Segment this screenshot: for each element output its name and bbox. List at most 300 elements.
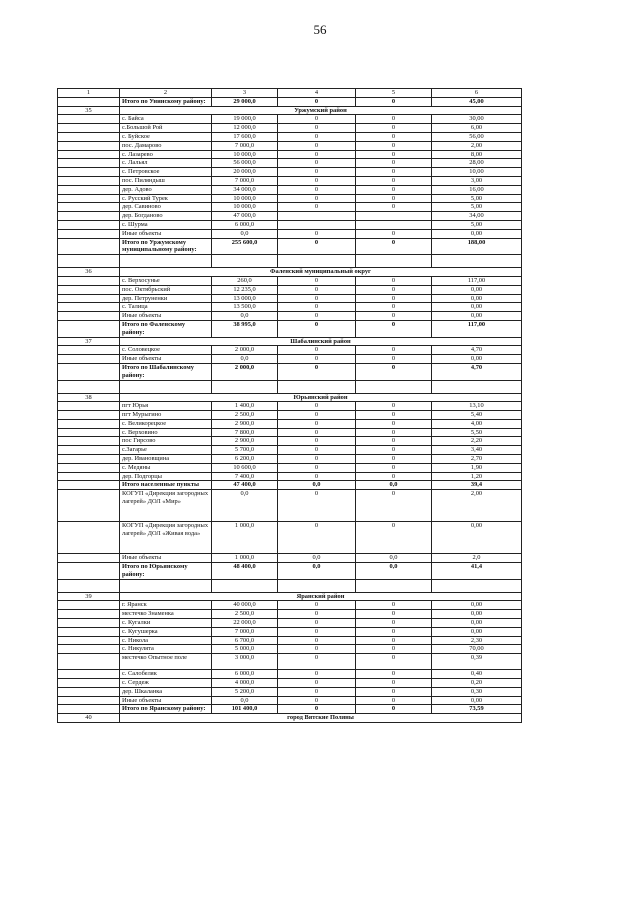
spacer-cell	[278, 255, 356, 268]
value-cell: 1 000,0	[212, 554, 278, 563]
spacer-cell	[120, 255, 212, 268]
row-number-cell	[58, 645, 120, 654]
value-cell: 7 000,0	[212, 627, 278, 636]
table-row	[58, 312, 522, 321]
value-cell: 0	[278, 627, 356, 636]
spacer-cell	[58, 380, 120, 393]
row-number-cell	[58, 472, 120, 481]
value-cell: 0	[278, 194, 356, 203]
value-cell: 13 000,0	[212, 294, 278, 303]
name-cell: г. Яранск	[120, 601, 212, 610]
value-cell: 0	[356, 168, 432, 177]
total-row	[58, 705, 522, 714]
row-number-cell	[58, 363, 120, 380]
value-cell: 0,0	[212, 355, 278, 364]
spacer-row	[58, 255, 522, 268]
value-cell: 0	[356, 619, 432, 628]
value-cell: 0	[356, 446, 432, 455]
name-cell: Итого по Унинскому району:	[120, 97, 212, 106]
name-cell: с. Лазарево	[120, 150, 212, 159]
row-number-cell	[58, 490, 120, 522]
row-number-cell	[58, 610, 120, 619]
value-cell: 5 000,0	[212, 645, 278, 654]
value-cell: 0,00	[432, 627, 522, 636]
spacer-cell	[58, 579, 120, 592]
value-cell: 0,40	[432, 670, 522, 679]
header-cell: 2	[120, 89, 212, 98]
value-cell: 0	[356, 276, 432, 285]
header-cell: 1	[58, 89, 120, 98]
value-cell: 0	[356, 185, 432, 194]
value-cell: 2 500,0	[212, 411, 278, 420]
row-number-cell: 38	[58, 393, 120, 402]
name-cell: Итого по Уржумскому муниципальному району:	[120, 238, 212, 255]
row-number-cell	[58, 446, 120, 455]
name-cell: дер. Петруненки	[120, 294, 212, 303]
value-cell: 0,0	[278, 481, 356, 490]
table-row	[58, 303, 522, 312]
table-row	[58, 654, 522, 670]
value-cell: 0	[356, 150, 432, 159]
total-row	[58, 97, 522, 106]
value-cell: 0	[278, 636, 356, 645]
name-cell: дер. Подгорцы	[120, 472, 212, 481]
section-header-row	[58, 393, 522, 402]
value-cell: 0	[278, 679, 356, 688]
header-cell: 6	[432, 89, 522, 98]
value-cell: 0	[356, 194, 432, 203]
value-cell: 0	[278, 645, 356, 654]
value-cell: 0	[356, 159, 432, 168]
value-cell: 0,30	[432, 687, 522, 696]
value-cell: 0,00	[432, 601, 522, 610]
value-cell: 0	[278, 141, 356, 150]
value-cell: 0	[356, 320, 432, 337]
table-row	[58, 645, 522, 654]
table-row	[58, 402, 522, 411]
row-number-cell	[58, 346, 120, 355]
table-row	[58, 132, 522, 141]
value-cell: 12 000,0	[212, 124, 278, 133]
row-number-cell	[58, 687, 120, 696]
section-header-row	[58, 268, 522, 277]
value-cell: 0	[356, 411, 432, 420]
row-number-cell	[58, 679, 120, 688]
spacer-cell	[212, 380, 278, 393]
value-cell: 0	[356, 141, 432, 150]
section-title-cell: Юрьянский район	[120, 393, 522, 402]
value-cell: 0,00	[432, 696, 522, 705]
value-cell: 0	[278, 670, 356, 679]
row-number-cell	[58, 312, 120, 321]
row-number-cell	[58, 97, 120, 106]
value-cell: 0,00	[432, 619, 522, 628]
row-number-cell	[58, 303, 120, 312]
spacer-row	[58, 380, 522, 393]
value-cell: 0	[278, 654, 356, 670]
table-row	[58, 446, 522, 455]
row-number-cell	[58, 159, 120, 168]
header-cell: 3	[212, 89, 278, 98]
value-cell: 0,0	[356, 554, 432, 563]
value-cell: 56,00	[432, 132, 522, 141]
value-cell: 117,00	[432, 320, 522, 337]
value-cell: 0	[356, 705, 432, 714]
value-cell: 10 000,0	[212, 194, 278, 203]
spacer-cell	[432, 255, 522, 268]
row-number-cell	[58, 481, 120, 490]
value-cell: 0	[278, 229, 356, 238]
name-cell: с. Салобеляк	[120, 670, 212, 679]
row-number-cell	[58, 654, 120, 670]
table-row	[58, 141, 522, 150]
table-row	[58, 168, 522, 177]
value-cell: 0	[356, 610, 432, 619]
name-cell: с. Шурма	[120, 220, 212, 229]
value-cell: 73,59	[432, 705, 522, 714]
value-cell: 0,0	[356, 563, 432, 580]
data-table	[57, 88, 522, 723]
row-number-cell	[58, 115, 120, 124]
value-cell: 0	[356, 601, 432, 610]
value-cell: 1 000,0	[212, 522, 278, 554]
value-cell: 0	[278, 363, 356, 380]
table-row	[58, 522, 522, 554]
value-cell: 0	[356, 124, 432, 133]
row-number-cell	[58, 411, 120, 420]
value-cell: 0,0	[212, 312, 278, 321]
table-row	[58, 355, 522, 364]
name-cell: с. Русский Турек	[120, 194, 212, 203]
value-cell: 5,50	[432, 428, 522, 437]
value-cell: 48 400,0	[212, 563, 278, 580]
value-cell: 0	[278, 446, 356, 455]
row-number-cell	[58, 402, 120, 411]
value-cell: 4,00	[432, 419, 522, 428]
name-cell: пос Гирсово	[120, 437, 212, 446]
value-cell: 10 600,0	[212, 463, 278, 472]
value-cell: 6 700,0	[212, 636, 278, 645]
value-cell: 0	[356, 363, 432, 380]
name-cell: с. Талица	[120, 303, 212, 312]
row-number-cell	[58, 554, 120, 563]
value-cell: 0	[278, 159, 356, 168]
value-cell: 0	[278, 294, 356, 303]
value-cell: 0	[356, 294, 432, 303]
value-cell: 0	[356, 428, 432, 437]
name-cell: Итого по Яранскому району:	[120, 705, 212, 714]
value-cell: 7 800,0	[212, 428, 278, 437]
value-cell: 0	[356, 679, 432, 688]
value-cell: 0	[356, 687, 432, 696]
value-cell	[356, 212, 432, 221]
row-number-cell	[58, 229, 120, 238]
value-cell: 41,4	[432, 563, 522, 580]
name-cell: КОГУП «Дирекция загородных лагерей» ДОЛ «Мир»	[120, 490, 212, 522]
row-number-cell	[58, 463, 120, 472]
value-cell: 30,00	[432, 115, 522, 124]
name-cell: Итого по Фаленскому району:	[120, 320, 212, 337]
value-cell: 0	[356, 132, 432, 141]
value-cell: 2 500,0	[212, 610, 278, 619]
value-cell: 0	[278, 437, 356, 446]
name-cell: Иные объекты	[120, 312, 212, 321]
row-number-cell	[58, 419, 120, 428]
value-cell: 0	[356, 402, 432, 411]
value-cell: 0	[278, 419, 356, 428]
value-cell: 17 600,0	[212, 132, 278, 141]
value-cell: 7 400,0	[212, 472, 278, 481]
value-cell: 5,40	[432, 411, 522, 420]
value-cell: 0	[356, 645, 432, 654]
value-cell: 0	[278, 619, 356, 628]
value-cell: 0	[278, 124, 356, 133]
spacer-cell	[212, 579, 278, 592]
value-cell: 6 000,0	[212, 220, 278, 229]
value-cell: 0	[356, 346, 432, 355]
row-number-cell	[58, 194, 120, 203]
name-cell: с. Никола	[120, 636, 212, 645]
value-cell: 0	[278, 115, 356, 124]
name-cell: Иные объекты	[120, 696, 212, 705]
value-cell: 4,70	[432, 363, 522, 380]
value-cell: 0	[278, 185, 356, 194]
table-row	[58, 203, 522, 212]
value-cell: 0	[278, 687, 356, 696]
value-cell: 8,00	[432, 150, 522, 159]
name-cell: пос. Октябрьский	[120, 285, 212, 294]
name-cell: с. Верховино	[120, 428, 212, 437]
value-cell: 0	[278, 601, 356, 610]
spacer-cell	[356, 380, 432, 393]
value-cell: 0	[356, 522, 432, 554]
value-cell: 34,00	[432, 212, 522, 221]
table-header-row	[58, 89, 522, 98]
table-row	[58, 696, 522, 705]
table-row	[58, 455, 522, 464]
value-cell: 2 900,0	[212, 419, 278, 428]
table-row	[58, 229, 522, 238]
table-row	[58, 124, 522, 133]
name-cell: с. Сердеж	[120, 679, 212, 688]
value-cell: 0	[278, 472, 356, 481]
spacer-cell	[356, 255, 432, 268]
name-cell: КОГУП «Дирекция загородных лагерей» ДОЛ «Живая вода»	[120, 522, 212, 554]
name-cell: с. Петровское	[120, 168, 212, 177]
value-cell: 0	[278, 455, 356, 464]
value-cell: 0	[356, 238, 432, 255]
value-cell: 0	[278, 176, 356, 185]
table-row	[58, 619, 522, 628]
value-cell: 0	[278, 320, 356, 337]
value-cell: 0,00	[432, 522, 522, 554]
table-row	[58, 463, 522, 472]
value-cell: 0,00	[432, 312, 522, 321]
table-row	[58, 601, 522, 610]
row-number-cell	[58, 285, 120, 294]
table-row	[58, 419, 522, 428]
value-cell: 13 500,0	[212, 303, 278, 312]
row-number-cell	[58, 132, 120, 141]
row-number-cell	[58, 212, 120, 221]
table-row	[58, 346, 522, 355]
value-cell: 2,30	[432, 636, 522, 645]
value-cell: 0	[356, 670, 432, 679]
value-cell: 0	[278, 238, 356, 255]
value-cell: 255 600,0	[212, 238, 278, 255]
value-cell: 0	[356, 355, 432, 364]
value-cell: 7 000,0	[212, 176, 278, 185]
table-row	[58, 220, 522, 229]
spacer-cell	[432, 380, 522, 393]
value-cell: 188,00	[432, 238, 522, 255]
table-row	[58, 294, 522, 303]
table-row	[58, 472, 522, 481]
value-cell: 13,10	[432, 402, 522, 411]
section-title-cell: Фаленский муниципальный округ	[120, 268, 522, 277]
name-cell: дер. Шкаланка	[120, 687, 212, 696]
value-cell: 6 000,0	[212, 670, 278, 679]
name-cell: Иные объекты	[120, 355, 212, 364]
row-number-cell	[58, 705, 120, 714]
name-cell: дер. Адово	[120, 185, 212, 194]
section-header-row	[58, 714, 522, 723]
value-cell: 5 700,0	[212, 446, 278, 455]
value-cell: 19 000,0	[212, 115, 278, 124]
name-cell: пос. Пиляндыш	[120, 176, 212, 185]
value-cell: 0	[356, 654, 432, 670]
spacer-cell	[58, 255, 120, 268]
row-number-cell	[58, 203, 120, 212]
value-cell: 0	[278, 346, 356, 355]
table-row	[58, 115, 522, 124]
table-row	[58, 679, 522, 688]
value-cell: 0	[356, 203, 432, 212]
name-cell: с. Кугушерка	[120, 627, 212, 636]
name-cell: дер. Савиново	[120, 203, 212, 212]
row-number-cell	[58, 670, 120, 679]
name-cell: местечко Опытное поле	[120, 654, 212, 670]
value-cell: 47 000,0	[212, 212, 278, 221]
row-number-cell: 35	[58, 106, 120, 115]
row-number-cell	[58, 185, 120, 194]
value-cell	[278, 212, 356, 221]
row-number-cell: 36	[58, 268, 120, 277]
value-cell: 4,70	[432, 346, 522, 355]
value-cell: 0	[356, 463, 432, 472]
spacer-cell	[432, 579, 522, 592]
value-cell: 3,40	[432, 446, 522, 455]
value-cell: 0	[278, 490, 356, 522]
table-row	[58, 670, 522, 679]
value-cell: 0	[278, 411, 356, 420]
value-cell: 0	[356, 627, 432, 636]
name-cell: с. Великорецкое	[120, 419, 212, 428]
value-cell: 0	[356, 455, 432, 464]
value-cell: 0,00	[432, 229, 522, 238]
row-number-cell: 40	[58, 714, 120, 723]
value-cell: 0,0	[212, 490, 278, 522]
value-cell: 0,39	[432, 654, 522, 670]
name-cell: Иные объекты	[120, 229, 212, 238]
value-cell: 5,00	[432, 194, 522, 203]
name-cell: с. Кугалки	[120, 619, 212, 628]
value-cell: 2,70	[432, 455, 522, 464]
row-number-cell	[58, 294, 120, 303]
value-cell: 0	[278, 168, 356, 177]
row-number-cell	[58, 437, 120, 446]
name-cell: с. Байса	[120, 115, 212, 124]
value-cell: 0,0	[212, 229, 278, 238]
value-cell: 0	[278, 463, 356, 472]
total-row	[58, 238, 522, 255]
value-cell: 0	[356, 229, 432, 238]
value-cell: 0,0	[356, 481, 432, 490]
value-cell: 0	[278, 705, 356, 714]
table-row	[58, 627, 522, 636]
row-number-cell	[58, 522, 120, 554]
value-cell: 2,00	[432, 490, 522, 522]
value-cell: 45,00	[432, 97, 522, 106]
value-cell: 1,20	[432, 472, 522, 481]
row-number-cell	[58, 627, 120, 636]
value-cell	[278, 220, 356, 229]
value-cell: 0	[356, 176, 432, 185]
table-row	[58, 428, 522, 437]
row-number-cell	[58, 601, 120, 610]
value-cell: 28,00	[432, 159, 522, 168]
value-cell: 70,00	[432, 645, 522, 654]
section-header-row	[58, 106, 522, 115]
row-number-cell	[58, 276, 120, 285]
table-row	[58, 554, 522, 563]
value-cell: 3,00	[432, 176, 522, 185]
total-row	[58, 481, 522, 490]
total-row	[58, 563, 522, 580]
value-cell: 0	[278, 402, 356, 411]
table-row	[58, 610, 522, 619]
table-row	[58, 437, 522, 446]
value-cell: 10,00	[432, 168, 522, 177]
value-cell: 0	[356, 437, 432, 446]
value-cell: 0	[278, 312, 356, 321]
value-cell: 101 400,0	[212, 705, 278, 714]
value-cell: 56 000,0	[212, 159, 278, 168]
row-number-cell	[58, 355, 120, 364]
row-number-cell	[58, 428, 120, 437]
value-cell: 12 235,0	[212, 285, 278, 294]
value-cell: 5,00	[432, 203, 522, 212]
name-cell: с. Медяны	[120, 463, 212, 472]
spacer-cell	[278, 579, 356, 592]
header-cell: 4	[278, 89, 356, 98]
value-cell: 0	[356, 97, 432, 106]
value-cell: 0,00	[432, 285, 522, 294]
name-cell: дер. Ивановщина	[120, 455, 212, 464]
value-cell: 39,4	[432, 481, 522, 490]
name-cell: с. Лальял	[120, 159, 212, 168]
value-cell: 2 900,0	[212, 437, 278, 446]
spacer-cell	[278, 380, 356, 393]
value-cell: 0,0	[278, 563, 356, 580]
value-cell: 0	[356, 115, 432, 124]
value-cell: 0,00	[432, 303, 522, 312]
value-cell: 0	[356, 312, 432, 321]
spacer-cell	[212, 255, 278, 268]
value-cell: 34 000,0	[212, 185, 278, 194]
value-cell: 0,0	[278, 554, 356, 563]
row-number-cell: 39	[58, 592, 120, 601]
